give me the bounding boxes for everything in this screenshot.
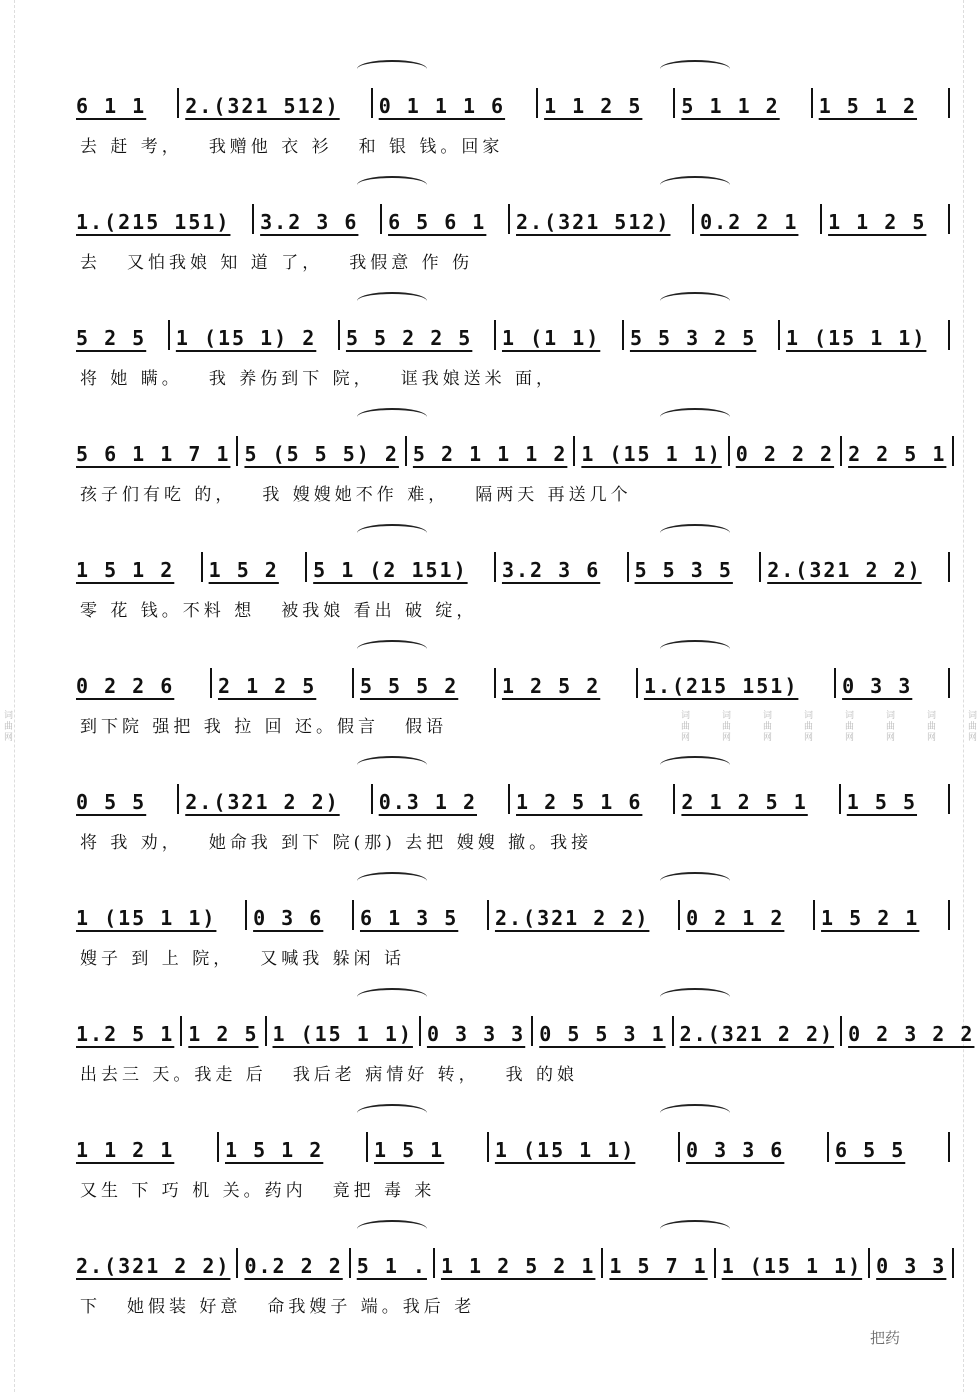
measure: 0 2 3 2 2 (848, 1022, 975, 1046)
lyrics-row (80, 828, 960, 853)
lyric-phrase: 又怕我娘 知 道 了， (127, 253, 324, 273)
slur-mark (357, 1220, 427, 1238)
measure: 0.2 2 1 (700, 210, 799, 234)
staff-system (70, 408, 950, 524)
lyric-phrase: 嫂子 到 上 院， (80, 949, 235, 969)
measure: 1 5 1 2 (76, 558, 175, 582)
lyric-phrase: 孩子们有吃 的， (80, 485, 237, 505)
lyric-phrase: 我假意 作 伤 (349, 253, 474, 273)
measure: 2.(321 512) (185, 94, 340, 118)
notes-row (70, 890, 950, 930)
lyric-phrase: 去 赶 考， (80, 137, 183, 157)
lyrics-row (80, 248, 960, 273)
staff-system (70, 640, 950, 756)
lyric-phrase: 假语 (405, 717, 448, 737)
measure: 2.(321 2 2) (185, 790, 340, 814)
notes-row (70, 78, 950, 118)
notes-row (70, 658, 950, 698)
measure: 6 5 6 1 (388, 210, 487, 234)
lyric-phrase: 又喊我 躲闲 话 (260, 949, 406, 969)
measure: 2 1 2 5 1 (681, 790, 808, 814)
measure: 1 1 2 5 (828, 210, 927, 234)
measure: 2.(321 2 2) (767, 558, 922, 582)
slur-mark (357, 988, 427, 1006)
notes-row (70, 1238, 950, 1278)
lyric-phrase: 将 她 瞒。 (80, 369, 183, 389)
measure: 6 5 5 (835, 1138, 906, 1162)
lyric-phrase: 我 养伤到下 院， (208, 369, 375, 389)
measure: 1 5 1 2 (225, 1138, 324, 1162)
staff-system (70, 756, 950, 872)
measure: 0 5 5 3 1 (539, 1022, 666, 1046)
measure: 1 5 5 (846, 790, 918, 814)
lyrics-row (80, 364, 960, 389)
lyric-phrase: 出去三 天。我走 后 (80, 1065, 267, 1085)
measure: 2 1 2 5 (217, 674, 317, 698)
measure: 6 1 3 5 (359, 906, 459, 930)
measure: 3.2 3 6 (501, 558, 601, 582)
measure: 1 (15 1) 2 (175, 326, 317, 350)
slur-mark (660, 60, 730, 78)
staff-system (70, 1220, 950, 1336)
notes-row (70, 1122, 950, 1162)
measure: 1 1 2 5 (544, 94, 643, 118)
staff-system (70, 988, 975, 1104)
page-end-text: 把药 (869, 1329, 900, 1347)
measure: 0 3 3 (876, 1254, 947, 1278)
lyrics-row (80, 944, 960, 969)
slur-mark (357, 60, 427, 78)
measure: 5 1 . (356, 1254, 427, 1278)
slur-mark (660, 872, 730, 890)
measure: 0 1 1 1 6 (378, 94, 506, 118)
measure: 1 5 2 (208, 558, 279, 582)
barline (948, 204, 950, 234)
measure: 2 2 5 1 (848, 442, 947, 466)
watermark-text: 词曲网 (925, 709, 935, 743)
measure: 0 2 2 2 (735, 442, 835, 466)
watermark-text: 词曲网 (679, 709, 689, 743)
lyrics-row (80, 596, 960, 621)
measure: 1 (15 1 1) (272, 1022, 413, 1046)
slur-mark (660, 176, 730, 194)
measure: 2.(321 2 2) (679, 1022, 835, 1046)
staff-system (70, 292, 950, 408)
slur-mark (357, 872, 427, 890)
lyric-phrase: 又生 下 巧 机 关。药内 (80, 1181, 307, 1201)
slur-mark (357, 756, 427, 774)
measure: 1 1 2 5 2 1 (440, 1254, 596, 1278)
measure: 0 3 6 (253, 906, 324, 930)
measure: 0 3 3 6 (686, 1138, 785, 1162)
measure: 0 3 3 (842, 674, 913, 698)
measure: 1 (1 1) (501, 326, 601, 350)
slur-mark (357, 1104, 427, 1122)
measure: 5 1 1 2 (681, 94, 780, 118)
slur-mark (660, 756, 730, 774)
measure: 1 5 1 2 (818, 94, 918, 118)
lyric-phrase: 隔两天 再送几个 (475, 485, 632, 505)
slur-mark (660, 1220, 730, 1238)
barline (952, 1248, 954, 1278)
lyric-phrase: 去 (80, 253, 101, 273)
measure: 1 2 5 (188, 1022, 259, 1046)
notes-row (70, 426, 950, 466)
lyric-phrase: 被我娘 看出 破 绽， (281, 601, 478, 621)
lyric-phrase: 到下院 强把 我 拉 回 还。假言 (80, 717, 380, 737)
measure: 1 (15 1 1) (785, 326, 927, 350)
watermark-text: 词曲网 (720, 709, 730, 743)
measure: 2.(321 512) (516, 210, 671, 234)
measure: 2.(321 2 2) (494, 906, 650, 930)
slur-mark (660, 640, 730, 658)
slur-mark (660, 1104, 730, 1122)
lyric-phrase: 我后老 病情好 转， (292, 1065, 480, 1085)
lyrics-row (80, 1176, 960, 1201)
measure: 1 1 2 1 (76, 1138, 175, 1162)
lyric-phrase: 我 的娘 (505, 1065, 579, 1085)
lyric-phrase: 竟把 毒 来 (332, 1181, 436, 1201)
lyric-phrase: 命我嫂子 端。我后 老 (267, 1297, 476, 1317)
slur-mark (660, 988, 730, 1006)
measure: 1.(215 151) (643, 674, 799, 698)
slur-mark (660, 408, 730, 426)
measure: 1 5 7 1 (609, 1254, 708, 1278)
measure: 5 2 1 1 1 2 (412, 442, 568, 466)
slur-mark (357, 176, 427, 194)
measure: 0 2 1 2 (686, 906, 785, 930)
measure: 1 (15 1 1) (581, 442, 722, 466)
barline (948, 552, 950, 582)
measure: 5 5 3 2 5 (629, 326, 757, 350)
barline (948, 900, 950, 930)
lyrics-row (80, 132, 960, 157)
measure: 0 2 2 6 (76, 674, 175, 698)
slur-mark (357, 640, 427, 658)
lyrics-row (80, 1292, 960, 1317)
lyric-phrase: 我赠他 衣 衫 (208, 137, 333, 157)
barline (952, 436, 954, 466)
lyric-phrase: 我 嫂嫂她不作 难， (262, 485, 450, 505)
notes-row (70, 542, 950, 582)
watermark-text: 词曲网 (761, 709, 771, 743)
lyric-phrase: 她命我 到下 院(那) 去把 嫂嫂 撤。我接 (208, 833, 593, 853)
lyric-phrase: 下 (80, 1297, 101, 1317)
measure: 1 5 1 (374, 1138, 445, 1162)
slur-mark (660, 524, 730, 542)
slur-mark (357, 408, 427, 426)
watermark-text: 词曲网 (966, 709, 976, 743)
measure: 5 5 2 2 5 (345, 326, 473, 350)
lyric-phrase: 将 我 劝， (80, 833, 183, 853)
measure: 1 (15 1 1) (494, 1138, 636, 1162)
measure: 0 5 5 (76, 790, 147, 814)
staff-system (70, 524, 950, 640)
slur-mark (357, 524, 427, 542)
measure: 5 (5 5 5) 2 (244, 442, 399, 466)
barline (948, 668, 950, 698)
measure: 3.2 3 6 (260, 210, 359, 234)
measure: 6 1 1 (76, 94, 147, 118)
measure: 1 2 5 1 6 (516, 790, 643, 814)
watermark-text: 词曲网 (2, 709, 12, 743)
lyrics-row (80, 1060, 960, 1085)
measure: 0.2 2 2 (244, 1254, 343, 1278)
lyrics-row (80, 480, 960, 505)
slur-mark (357, 292, 427, 310)
measure: 1.(215 151) (76, 210, 231, 234)
measure: 1 2 5 2 (501, 674, 601, 698)
staff-system (70, 60, 950, 176)
notes-row (70, 194, 950, 234)
notes-row (70, 310, 950, 350)
staff-system (70, 872, 950, 988)
measure: 5 5 3 5 (634, 558, 733, 582)
lyric-phrase: 她假装 好意 (127, 1297, 242, 1317)
watermark-strip-left (0, 0, 15, 1392)
measure: 0 3 3 3 (426, 1022, 526, 1046)
notes-row (70, 774, 950, 814)
lyric-phrase: 诓我娘送米 面， (400, 369, 558, 389)
lyric-phrase: 零 花 钱。不料 想 (80, 601, 256, 621)
watermark-text: 词曲网 (843, 709, 853, 743)
measure: 5 2 5 (76, 326, 147, 350)
watermark-text: 词曲网 (884, 709, 894, 743)
measure: 5 5 5 2 (359, 674, 459, 698)
slur-mark (660, 292, 730, 310)
lyrics-row (80, 712, 960, 737)
staff-system (70, 1104, 950, 1220)
barline (948, 88, 950, 118)
lyric-phrase: 和 银 钱。回家 (358, 137, 504, 157)
watermark-text: 词曲网 (802, 709, 812, 743)
measure: 5 6 1 1 7 1 (76, 442, 231, 466)
measure: 1 (15 1 1) (721, 1254, 863, 1278)
notes-row (70, 1006, 975, 1046)
barline (948, 320, 950, 350)
barline (948, 784, 950, 814)
measure: 1.2 5 1 (76, 1022, 175, 1046)
measure: 2.(321 2 2) (76, 1254, 231, 1278)
barline (948, 1132, 950, 1162)
measure: 1 5 2 1 (821, 906, 920, 930)
measure: 1 (15 1 1) (76, 906, 217, 930)
measure: 5 1 (2 151) (313, 558, 468, 582)
staff-system (70, 176, 950, 292)
measure: 0.3 1 2 (378, 790, 477, 814)
